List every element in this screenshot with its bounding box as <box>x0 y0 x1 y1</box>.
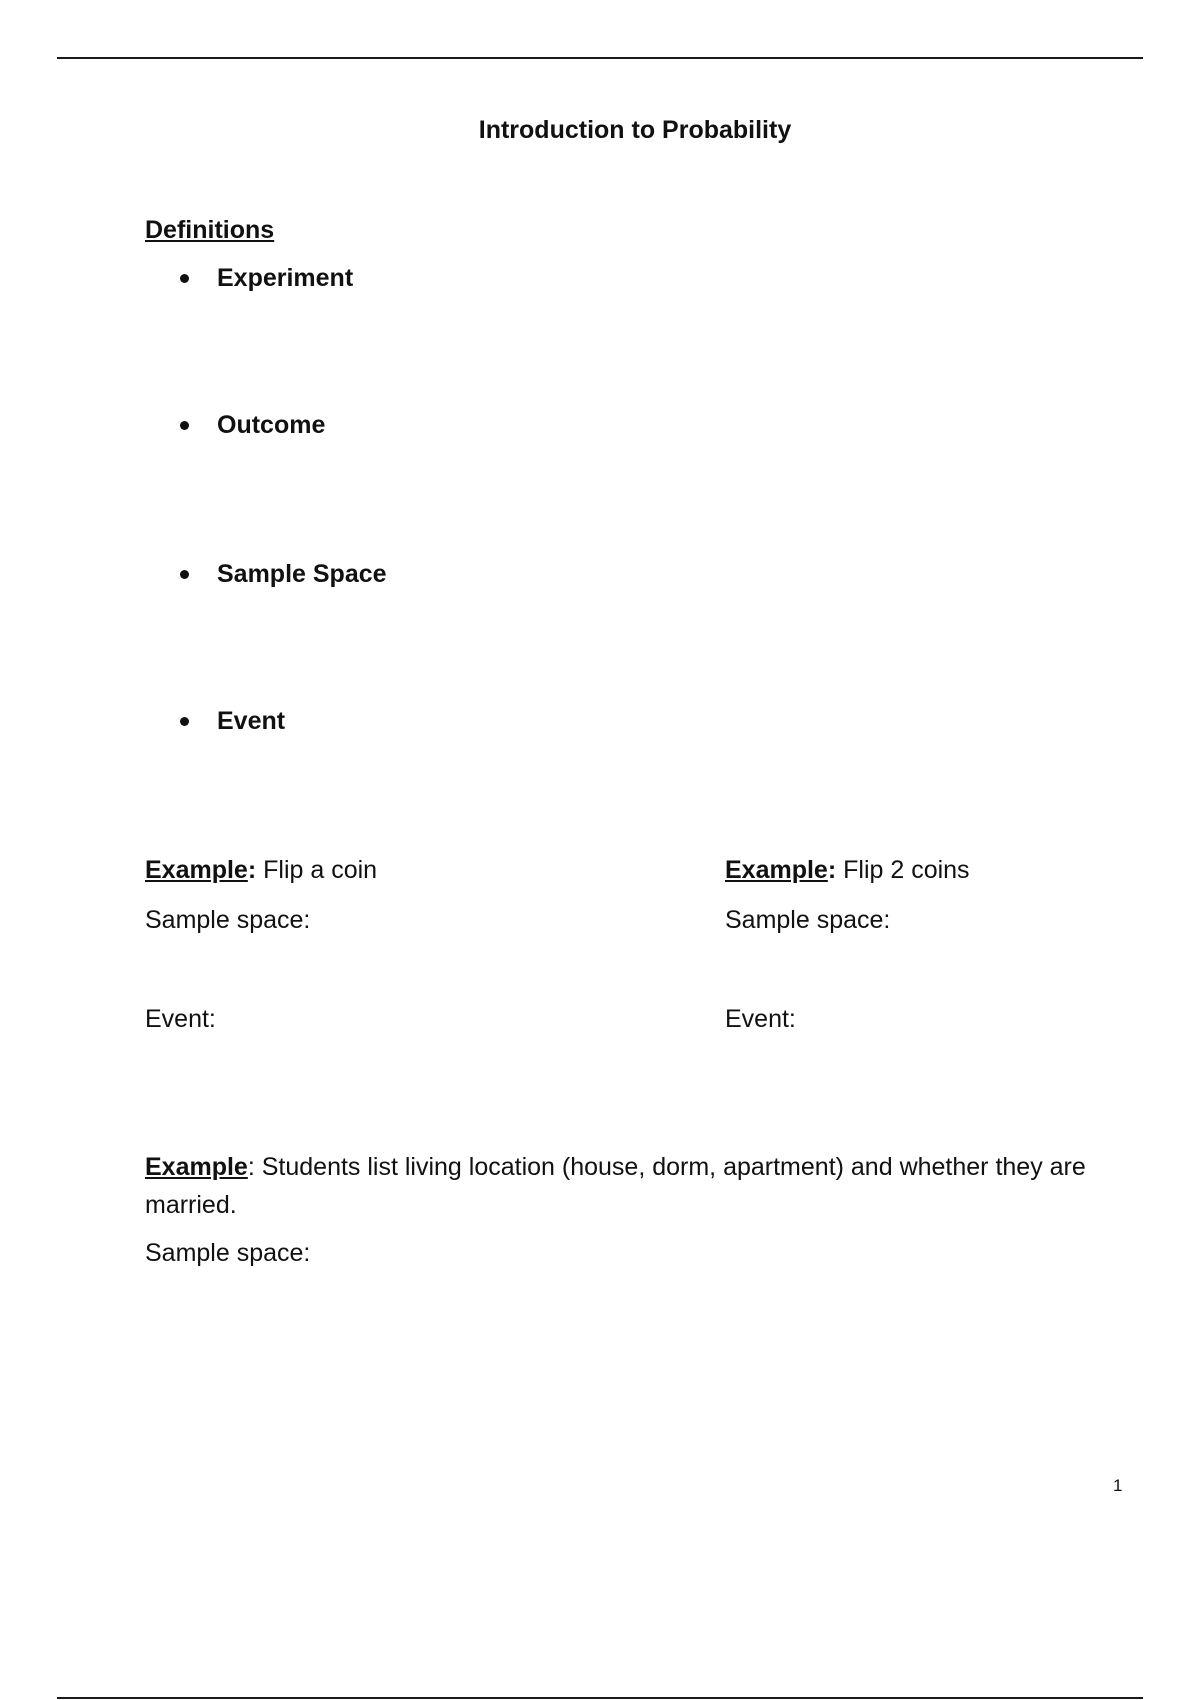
bullet-icon <box>180 274 189 283</box>
top-rule <box>57 57 1143 59</box>
bottom-rule <box>57 1697 1143 1699</box>
bullet-icon <box>180 421 189 430</box>
definition-item-experiment <box>180 261 353 295</box>
definition-label: Experiment <box>217 264 354 292</box>
event-label-left: Event: <box>145 1005 216 1033</box>
example-label: Example <box>145 856 248 884</box>
example-label: Example <box>725 856 828 884</box>
page-number: 1 <box>1113 1476 1123 1495</box>
bullet-icon <box>180 717 189 726</box>
example-flip-two-coins <box>725 853 970 887</box>
definition-label: Event <box>217 707 286 735</box>
example-students <box>145 1148 1135 1224</box>
definition-item-outcome <box>180 408 325 442</box>
definitions-heading: Definitions <box>145 216 275 244</box>
sample-space-label-left: Sample space: <box>145 906 311 934</box>
definition-label: Outcome <box>217 411 326 439</box>
example-colon: : <box>827 856 837 884</box>
bullet-icon <box>180 570 189 579</box>
definition-label: Sample Space <box>217 560 387 588</box>
page-title: Introduction to Probability <box>478 116 792 144</box>
example-colon: : <box>247 856 257 884</box>
example-label: Example <box>145 1153 248 1181</box>
sample-space-label-bottom: Sample space: <box>145 1239 311 1267</box>
sample-space-label-right: Sample space: <box>725 906 891 934</box>
definition-item-sample-space <box>180 557 387 591</box>
example-text: : Students list living location (house, dorm, apartment) and whether they are married. <box>145 1153 1086 1219</box>
example-text: Flip a coin <box>256 856 378 884</box>
definition-item-event <box>180 704 285 738</box>
example-flip-coin <box>145 853 377 887</box>
example-text: Flip 2 coins <box>836 856 970 884</box>
event-label-right: Event: <box>725 1005 796 1033</box>
